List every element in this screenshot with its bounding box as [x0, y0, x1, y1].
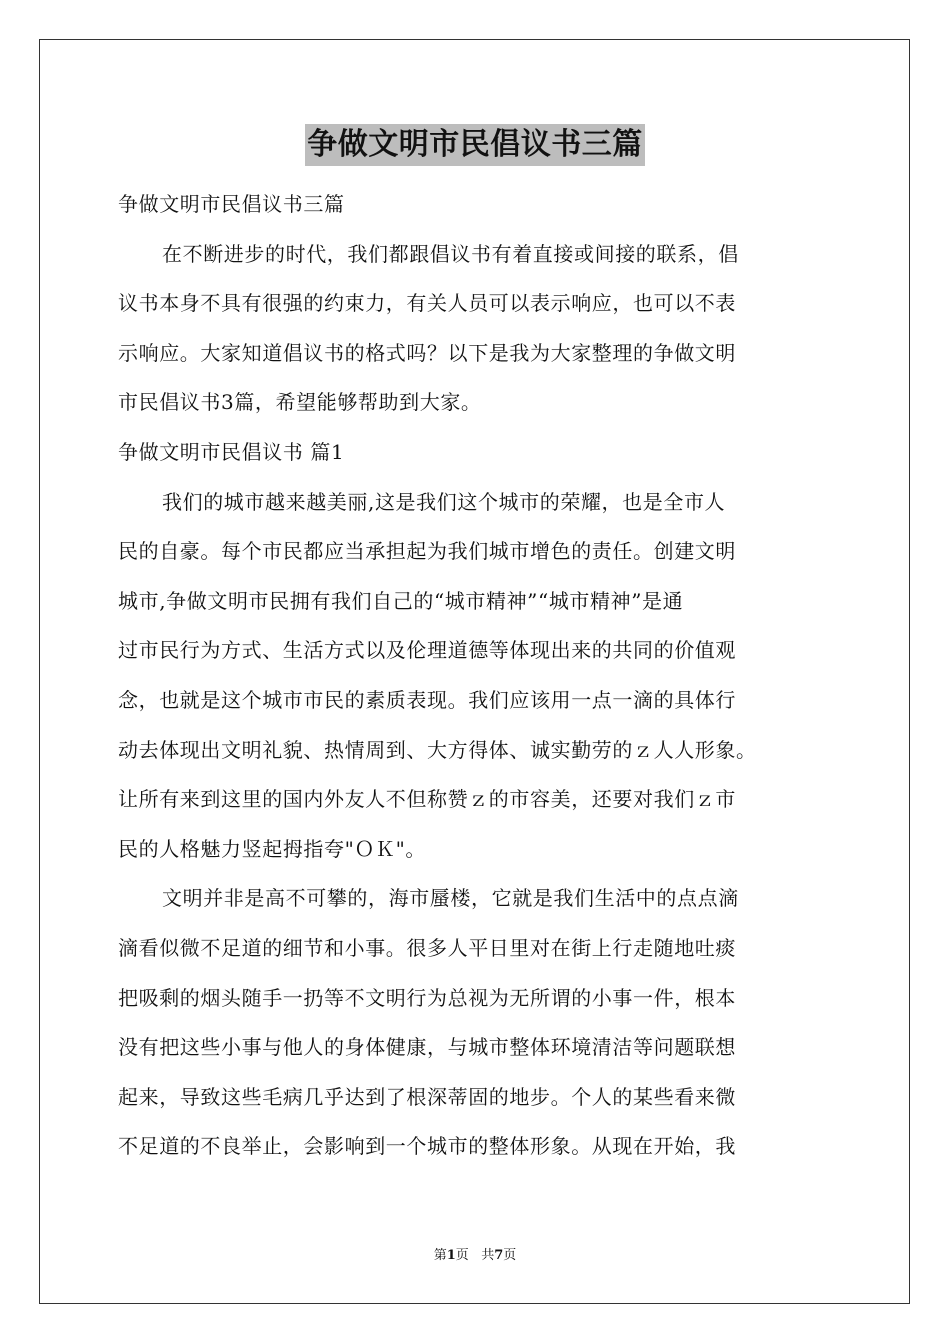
document-body	[118, 180, 838, 1172]
text-line: 我们的城市越来越美丽,这是我们这个城市的荣耀，也是全市人	[162, 489, 726, 514]
text-line: 城市,争做文明市民拥有我们自己的“城市精神”“城市精神”是通	[118, 588, 684, 613]
text-line: 让所有来到这里的国内外友人不但称赞ｚ的市容美，还要对我们ｚ市	[118, 787, 736, 812]
document-title: 争做文明市民倡议书三篇	[305, 124, 645, 166]
text-line: 在不断进步的时代，我们都跟倡议书有着直接或间接的联系，倡	[162, 241, 739, 266]
text-line: 念，也就是这个城市市民的素质表现。我们应该用一点一滴的具体行	[118, 687, 736, 712]
text-line: 把吸剩的烟头随手一扔等不文明行为总视为无所谓的小事一件，根本	[118, 985, 736, 1010]
text-line: 市民倡议书3篇，希望能够帮助到大家。	[118, 390, 482, 415]
text-line: 起来，导致这些毛病几乎达到了根深蒂固的地步。个人的某些看来微	[118, 1084, 736, 1109]
footer-total-number: 7	[494, 1248, 504, 1263]
text-line: 过市民行为方式、生活方式以及伦理道德等体现出来的共同的价值观	[118, 638, 736, 663]
text-line: 争做文明市民倡议书 篇1	[118, 439, 345, 464]
text-line: 动去体现出文明礼貌、热情周到、大方得体、诚实勤劳的ｚ人人形象。	[118, 737, 757, 762]
text-line: 民的自豪。每个市民都应当承担起为我们城市增色的责任。创建文明	[118, 539, 736, 564]
text-line: 没有把这些小事与他人的身体健康，与城市整体环境清洁等问题联想	[118, 1035, 736, 1060]
text-line: 民的人格魅力竖起拇指夸"ＯＫ"。	[118, 836, 426, 861]
footer-page-number: 1	[446, 1248, 456, 1263]
text-line: 争做文明市民倡议书三篇	[118, 192, 345, 216]
text-line: 示响应。大家知道倡议书的格式吗？以下是我为大家整理的争做文明	[118, 340, 736, 365]
text-line: 不足道的不良举止，会影响到一个城市的整体形象。从现在开始，我	[118, 1134, 736, 1159]
footer-page-suffix: 页	[455, 1248, 469, 1263]
footer-total-prefix: 共	[481, 1248, 495, 1263]
text-line: 议书本身不具有很强的约束力，有关人员可以表示响应，也可以不表	[118, 291, 736, 316]
text-line: 文明并非是高不可攀的，海市蜃楼，它就是我们生活中的点点滴	[162, 886, 739, 911]
text-line: 滴看似微不足道的细节和小事。很多人平日里对在街上行走随地吐痰	[118, 935, 736, 960]
footer-total-suffix: 页	[503, 1248, 517, 1263]
footer-page-prefix: 第	[433, 1248, 447, 1263]
page-footer	[0, 1247, 950, 1265]
title-container	[0, 124, 950, 166]
